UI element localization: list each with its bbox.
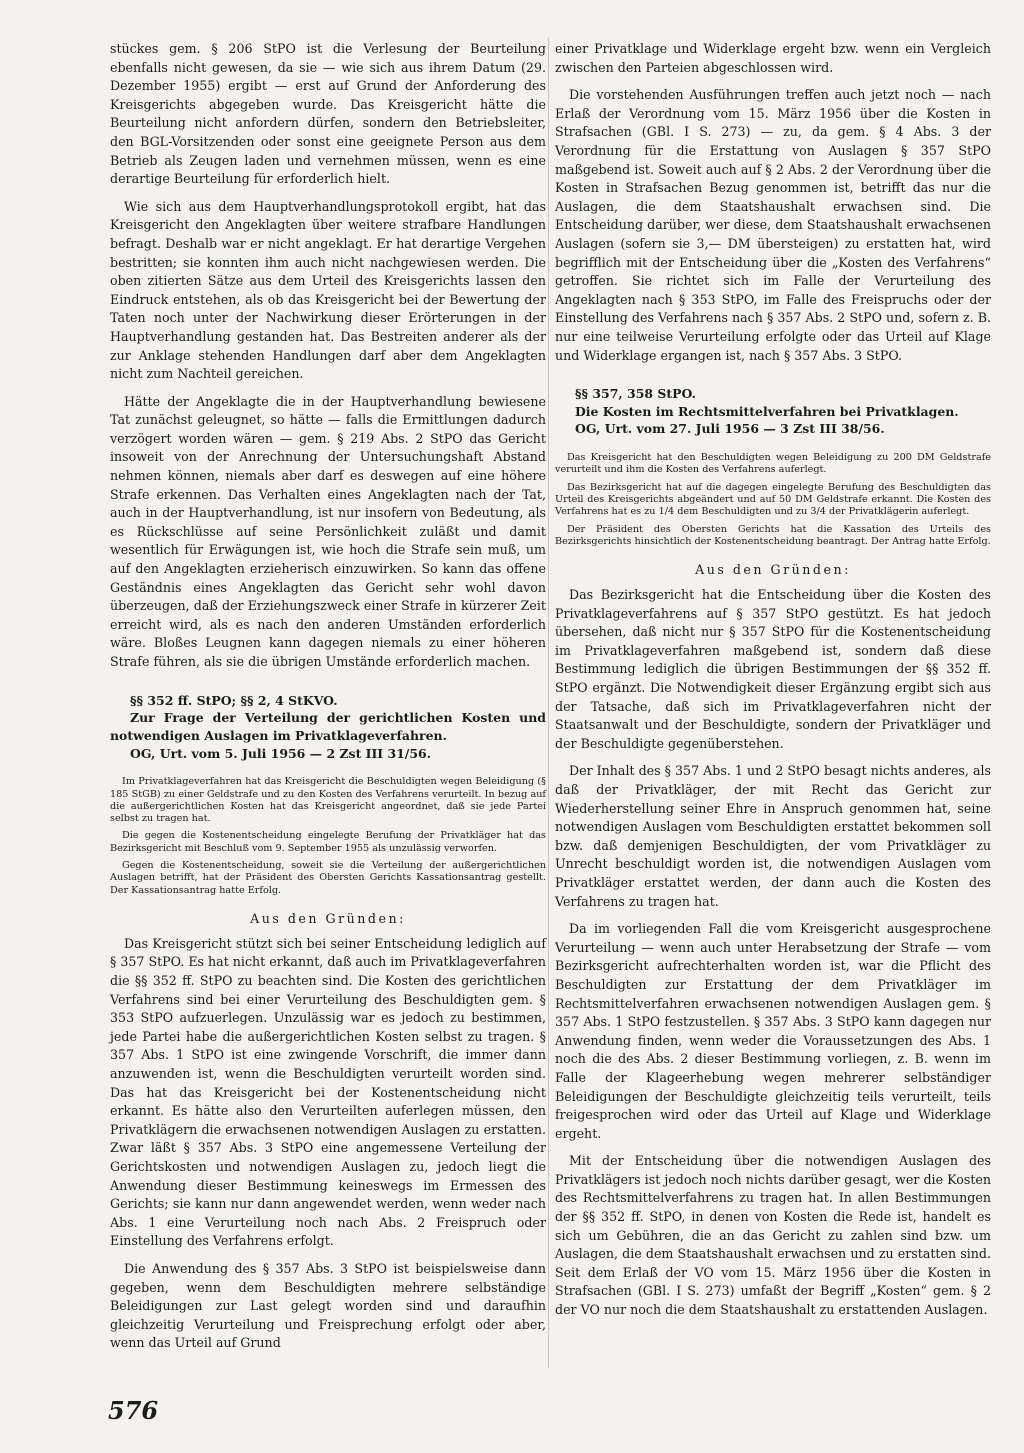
case-summary: Im Privatklageverfahren hat das Kreisgericht die Beschuldigten wegen Beleidigung (§ 185 StGB) zu einer Geldstrafe und zu den Kosten des Verfahrens verurteilt. In bezug auf die außergerichtlichen Kosten hat das Kreisgericht angeordnet, daß sie jede Partei selbst zu tragen hat. <box>110 776 546 825</box>
paragraph: Der Inhalt des § 357 Abs. 1 und 2 StPO besagt nichts anderes, als daß der Privatkläger, der mit Recht das Gericht zur Wiederherstellung seiner Ehre in Anspruch genommen hat, seine notwendigen Auslagen vom Beschuldigten erstattet bekommen soll bzw. daß demjenigen Beschuldigten, der vom Privatkläger zu Unrecht beschuldigt worden ist, die notwendigen Auslagen vom Privatkläger erstattet werden, der dann auch die Kosten des Verfahrens zu tragen hat. <box>555 763 991 909</box>
grounds-heading: Aus den Gründen: <box>250 910 406 926</box>
case-summary: Das Kreisgericht hat den Beschuldigten wegen Beleidigung zu 200 DM Geldstrafe verurteilt und ihm die Kosten des Verfahrens auferlegt. <box>555 452 991 476</box>
paragraph: Mit der Entscheidung über die notwendigen Auslagen des Privatklägers ist jedoch noch nichts darüber gesagt, wer die Kosten des Rechtsmittelverfahrens zu tragen hat. In allen Bestimmungen der §§ 352 ff. StPO, in denen von Kosten die Rede ist, handelt es sich um Gebühren, die an das Gericht zu zahlen sind bzw. um Auslagen, die dem Staatshaushalt erwachsen und zu erstatten sind. Seit dem Erlaß der VO vom 15. März 1956 über die Kosten in Strafsachen (GBl. I S. 273) umfaßt der Begriff „Kosten“ gem. § 2 der VO nur noch die dem Staatshaushalt zu erstattenden Auslagen. <box>555 1153 991 1318</box>
section-norm-heading: §§ 357, 358 StPO. <box>575 386 696 402</box>
paragraph: Das Bezirksgericht hat die Entscheidung über die Kosten des Privatklageverfahrens auf § 357 StPO gestützt. Es hat jedoch übersehen, daß nicht nur § 357 StPO für die Kostenentscheidung im Privatklageverfahren maßgebend ist, sondern daß diese Bestimmung lediglich die übrigen Bestimmungen der §§ 352 ff. StPO ergänzt. Die Notwendigkeit dieser Ergänzung ergibt sich aus der Tatsache, daß sich im Privatklageverfahren nicht der Staatsanwalt und der Beschuldigte, sondern der Privatkläger und der Beschuldigte gegenüberstehen. <box>555 587 991 751</box>
paragraph: Da im vorliegenden Fall die vom Kreisgericht ausgesprochene Verurteilung — wenn auch unter Herabsetzung der Strafe — vom Bezirksgericht aufrechterhalten worden ist, war die Pflicht des Beschuldigten zur Erstattung der dem Privatkläger im Rechtsmittelverfahren erwachsenen notwendigen Auslagen gem. § 357 Abs. 1 StPO festzustellen. § 357 Abs. 3 StPO kann dagegen nur Anwendung finden, wenn weder die Voraussetzungen des Abs. 1 noch die des Abs. 2 dieser Bestimmung vorliegen, z. B. wenn im Falle der Klageerhebung wegen mehrerer selbständiger Beleidigungen der Beschuldigte gleichzeitig teils verurteilt, teils freigesprochen wird oder das Urteil auf Klage und Widerklage ergeht. <box>555 921 991 1141</box>
section-title: Zur Frage der Verteilung der gerichtlichen Kosten und notwendigen Auslagen im Privatklageverfahren. <box>110 710 546 743</box>
case-summary: Der Präsident des Obersten Gerichts hat die Kassation des Urteils des Bezirksgerichts hinsichtlich der Kostenentscheidung beantragt. Der Antrag hatte Erfolg. <box>555 523 991 547</box>
left-column <box>110 40 546 1362</box>
paragraph: Die vorstehenden Ausführungen treffen auch jetzt noch — nach Erlaß der Verordnung vom 15. März 1956 über die Kosten in Strafsachen (GBl. I S. 273) — zu, da gem. § 4 Abs. 3 der Verordnung für die Erstattung von Auslagen § 357 StPO maßgebend ist. Soweit auch auf § 2 Abs. 2 der Verordnung über die Kosten in Strafsachen Bezug genommen ist, betrifft das nur die Auslagen, die dem Staatshaushalt erwachsen sind. Die Entscheidung darüber, wer diese, dem Staatshaushalt erwachsenen Auslagen (sofern sie 3,— DM übersteigen) zu erstatten hat, wird begrifflich mit der Entscheidung über die „Kosten des Verfahrens“ getroffen. Sie richtet sich im Falle der Verurteilung des Angeklagten nach § 353 StPO, im Falle des Freispruchs oder der Einstellung des Verfahrens nach § 357 Abs. 2 StPO und, sofern z. B. nur eine teilweise Verurteilung erfolgte oder das Urteil auf Klage und Widerklage ergangen ist, nach § 357 Abs. 3 StPO. <box>555 87 991 363</box>
column-divider <box>548 38 549 1368</box>
case-summary: Die gegen die Kostenentscheidung eingelegte Berufung der Privatkläger hat das Bezirksgericht mit Beschluß vom 9. September 1955 als unzulässig verworfen. <box>110 830 546 854</box>
paragraph: einer Privatklage und Widerklage ergeht bzw. wenn ein Vergleich zwischen den Parteien abgeschlossen wird. <box>555 41 991 75</box>
right-column <box>555 40 991 1329</box>
case-summary: Das Bezirksgericht hat auf die dagegen eingelegte Berufung des Beschuldigten das Urteil des Kreisgerichts abgeändert und auf 50 DM Geldstrafe erkannt. Die Kosten des Verfahrens hat es zu 1/4 dem Beschuldigten und zu 3/4 der Privatklägerin auferlegt. <box>555 481 991 518</box>
case-summary: Gegen die Kostenentscheidung, soweit sie die Verteilung der außergerichtlichen Auslagen betrifft, hat der Präsident des Obersten Gerichts Kassationsantrag gestellt. Der Kassationsantrag hatte Erfolg. <box>110 859 546 896</box>
page-number: 576 <box>108 1396 159 1425</box>
paragraph: Wie sich aus dem Hauptverhandlungsprotokoll ergibt, hat das Kreisgericht den Angeklagten über weitere strafbare Handlungen befragt. Deshalb war er nicht angeklagt. Er hat derartige Vergehen bestritten; sie konnten ihm auch nicht nachgewiesen werden. Die oben zitierten Sätze aus dem Urteil des Kreisgerichts lassen den Eindruck entstehen, als ob das Kreisgericht bei der Bewertung der Taten noch unter der Nachwirkung dieser Erörterungen in der Hauptverhandlung gestanden hat. Das Bestreiten anderer als der zur Anklage stehenden Handlungen darf aber dem Angeklagten nicht zum Nachteil gereichen. <box>110 198 546 382</box>
paragraph: Das Kreisgericht stützt sich bei seiner Entscheidung lediglich auf § 357 StPO. Es hat nicht erkannt, daß auch im Privatklageverfahren die §§ 352 ff. StPO zu beachten sind. Die Kosten des gerichtlichen Verfahrens sind bei einer Verurteilung des Beschuldigten gem. § 353 StPO aufzuerlegen. Unzulässig war es jedoch zu bestimmen, jede Partei habe die außergerichtlichen Kosten selbst zu tragen. § 357 Abs. 1 StPO ist eine zwingende Vorschrift, die immer dann anzuwenden ist, wenn die Beschuldigten verurteilt worden sind. Das hat das Kreisgericht bei der Kostenentscheidung nicht erkannt. Es hätte also den Verurteilten auferlegen müssen, den Privatklägern die erwachsenen notwendigen Auslagen zu erstatten. Zwar läßt § 357 Abs. 3 StPO eine angemessene Verteilung der Gerichtskosten und notwendigen Auslagen zu, jedoch liegt die Anwendung dieser Bestimmung keineswegs im Ermessen des Gerichts; sie kann nur dann angewendet werden, wenn weder nach Abs. 1 eine Verurteilung noch nach Abs. 2 Freispruch oder Einstellung des Verfahrens erfolgt. <box>110 935 546 1249</box>
section-citation: OG, Urt. vom 27. Juli 1956 — 3 Zst III 38/56. <box>575 421 885 437</box>
section-norm-heading: §§ 352 ff. StPO; §§ 2, 4 StKVO. <box>130 692 338 708</box>
grounds-heading: Aus den Gründen: <box>695 562 851 578</box>
section-title: Die Kosten im Rechtsmittelverfahren bei Privatklagen. <box>575 403 959 419</box>
paragraph: Die Anwendung des § 357 Abs. 3 StPO ist beispielsweise dann gegeben, wenn dem Beschuldigten mehrere selbständige Beleidigungen zur Last gelegt worden sind und daraufhin gleichzeitig Verurteilung und Freisprechung erfolgt oder aber, wenn das Urteil auf Grund <box>110 1260 546 1351</box>
paragraph: stückes gem. § 206 StPO ist die Verlesung der Beurteilung ebenfalls nicht gewesen, da sie — wie sich aus ihrem Datum (29. Dezember 1955) ergibt — erst auf Grund der Anforderung des Kreisgerichts abgegeben wurde. Das Kreisgericht hätte die Beurteilung nicht anfordern dürfen, sondern den Betriebsleiter, den BGL-Vorsitzenden oder sonst eine geeignete Person aus dem Betrieb als Zeugen laden und vernehmen müssen, wenn es eine derartige Beurteilung für erforderlich hielt. <box>110 41 546 187</box>
paragraph: Hätte der Angeklagte die in der Hauptverhandlung bewiesene Tat zunächst geleugnet, so hätte — falls die Ermittlungen dadurch verzögert worden wären — gem. § 219 Abs. 2 StPO das Gericht insoweit von der Anrechnung der Untersuchungshaft Abstand nehmen können, niemals aber darf es deswegen auf eine höhere Strafe erkennen. Das Verhalten eines Angeklagten nach der Tat, auch in der Hauptverhandlung, ist nur insofern von Bedeutung, als es Rückschlüsse auf seine Persönlichkeit zuläßt und damit wesentlich für Erwägungen ist, wie hoch die Strafe sein muß, um auf den Angeklagten erzieherisch einzuwirken. So kann das offene Geständnis eines Angeklagten das Gericht sehr wohl davon überzeugen, daß der Erziehungszweck einer Strafe in kürzerer Zeit erreicht wird, als es nach den anderen Umständen erforderlich wäre. Bloßes Leugnen kann dagegen niemals zu einer höheren Strafe führen, als sie die übrigen Umstände erforderlich machen. <box>110 393 546 669</box>
section-citation: OG, Urt. vom 5. Juli 1956 — 2 Zst III 31/56. <box>130 745 432 761</box>
